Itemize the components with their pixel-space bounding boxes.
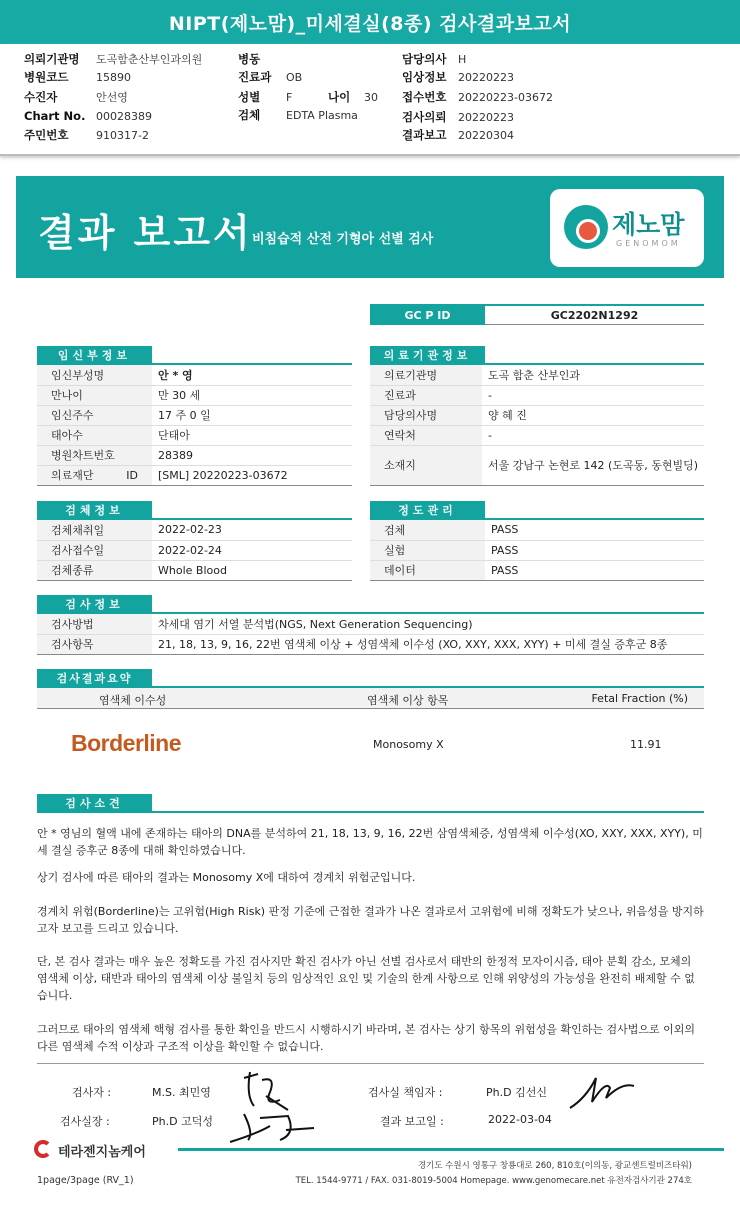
row-value: 17 주 0 일 [152,405,352,425]
table-row [37,465,352,485]
pregnant-info-table [37,365,352,486]
header-field-label: 접수번호 [402,90,447,104]
header-field-label: 진료과 [238,70,272,84]
section-qc-header: 정도관리 [370,501,485,518]
test-info-table [37,614,704,655]
section-summary-header: 검사결과요약 [37,669,152,686]
row-label: 병원차트번호 [37,445,152,465]
finding-paragraph: 상기 검사에 따른 태아의 결과는 Monosomy X에 대하여 경계치 위험군입니다. [37,871,416,884]
table-row [37,520,352,540]
section-test-header: 검사정보 [37,595,152,612]
summary-header-row [37,688,704,709]
header-field-value: 15890 [96,71,131,84]
section-specimen-header: 검체정보 [37,501,152,518]
row-value: 안 * 영 [152,365,352,385]
banner-title: 결과 보고서 [38,211,253,255]
header-field-label: 검체 [238,108,261,122]
table-row [37,365,352,385]
qc-table [370,520,704,581]
row-value: - [482,425,704,445]
header-field-label: 검사의뢰 [402,110,447,124]
header-field [402,109,514,125]
header-field [402,51,466,67]
finding-paragraph: 경계치 위험(Borderline)는 고위험(High Risk) 판정 기준에 근접한 결과가 나온 결과로서 고위험에 비해 정확도가 낮으나, 위음성을 방지하고자 보고를 드리고 있습니다. [37,905,704,935]
row-label: 검사방법 [37,614,152,634]
report-date: 2022-03-04 [488,1113,552,1126]
row-value: Whole Blood [152,560,352,580]
header-field-value: 안선영 [96,91,128,104]
row-label: 검사항목 [37,634,152,654]
summary-item: Monosomy X [373,738,444,751]
row-value: PASS [485,560,704,580]
table-row [37,614,704,634]
order-header [0,44,740,156]
header-field [402,89,553,105]
company-name: 테라젠지놈케어 [58,1145,146,1160]
row-value: 2022-02-24 [152,540,352,560]
header-field [24,127,149,143]
head-name: Ph.D 고덕성 [152,1115,213,1128]
footer-address: 경기도 수원시 영통구 창룡대로 260, 810호(이의동, 광교센트럴비즈타워) [417,1161,692,1171]
header-field [238,89,292,105]
chief-label: 검사실 책임자 : [368,1086,443,1099]
table-row [370,385,704,405]
footer-rule [178,1148,724,1151]
row-value: 단태아 [152,425,352,445]
age-field: 나이 30 [328,90,378,104]
row-value: 21, 18, 13, 9, 16, 22번 염색체 이상 + 성염색체 이수성 (XO, XXY, XXX, XYY) + 미세 결실 증후군 8종 [152,634,704,654]
row-value: 차세대 염기 서열 분석법(NGS, Next Generation Sequencing) [152,614,704,634]
table-row [370,540,704,560]
table-row [37,425,352,445]
row-value: 만 30 세 [152,385,352,405]
table-row [370,365,704,385]
summary-col-item: 염색체 이상 항목 [367,694,449,707]
header-field-label: 주민번호 [24,128,69,142]
row-label: 만나이 [37,385,152,405]
section-pregnant-header: 임신부정보 [37,346,152,363]
table-row [37,385,352,405]
head-label: 검사실장 : [60,1115,110,1128]
header-field-label: 담당의사 [402,52,447,66]
row-value: - [482,385,704,405]
header-field-label: 결과보고 [402,128,447,142]
header-field [24,109,152,123]
header-field-label: 수진자 [24,90,58,104]
banner-subtitle: 비침습적 산전 기형아 선별 검사 [252,232,434,247]
chief-name: Ph.D 김선신 [486,1086,547,1099]
row-value: 양 혜 진 [482,405,704,425]
row-label: 검체종류 [37,560,152,580]
table-row [370,425,704,445]
summary-col-ff: Fetal Fraction (%) [591,692,688,705]
header-field-label: 성별 [238,90,261,104]
header-field [402,69,514,85]
tester-name: M.S. 최민영 [152,1086,211,1099]
table-row [370,560,704,580]
header-field-value: 20220223 [458,71,514,84]
row-label: 임신주수 [37,405,152,425]
header-field [402,127,514,143]
header-field-value: F [286,91,293,104]
summary-result: Borderline [71,730,182,756]
row-value: 서울 강남구 논현로 142 (도곡동, 동현빌딩) [482,445,704,485]
head-signature-icon [226,1104,318,1146]
table-row [370,405,704,425]
row-value: 2022-02-23 [152,520,352,540]
row-label: 실험 [370,540,485,560]
summary-col-aneuploidy: 염색체 이수성 [99,694,167,707]
table-row [370,445,704,485]
report-date-label: 결과 보고일 : [380,1115,444,1128]
row-label: 태아수 [37,425,152,445]
table-row [37,445,352,465]
header-field-label: 임상정보 [402,70,447,84]
row-label: 검체채취일 [37,520,152,540]
row-label: 임신부성명 [37,365,152,385]
gcpid-value: GC2202N1292 [550,309,639,322]
specimen-info-table [37,520,352,581]
header-field-value: 20220223 [458,111,514,124]
header-field [238,107,358,123]
header-field [24,69,131,85]
header-field [24,51,202,67]
header-field [24,89,128,105]
header-field-value: EDTA Plasma [286,109,358,122]
company-logo-icon [34,1140,52,1158]
row-label: 소재지 [370,445,482,485]
row-label: 의료재단 ID [37,465,152,485]
page-number: 1page/3page (RV_1) [37,1175,134,1186]
header-field-value: 도곡함춘산부인과의원 [96,53,203,66]
gcpid-box [370,304,704,325]
header-field [238,51,286,67]
row-value: PASS [485,520,704,540]
header-field-label: 병동 [238,52,261,66]
summary-ff: 11.91 [630,738,662,751]
header-field-value: 00028389 [96,110,152,123]
header-field-value: OB [286,71,303,84]
header-field-value: 20220304 [458,129,514,142]
footer-contact: TEL. 1544-9771 / FAX. 031-8019-5004 Homepage. www.genomecare.net 유전자검사기관 274호 [295,1176,692,1186]
genomom-logo [550,189,704,267]
report-title: NIPT(제노맘)_미세결실(8종) 검사결과보고서 [0,0,740,44]
row-label: 연락처 [370,425,482,445]
row-label: 검체 [370,520,485,540]
row-value: 28389 [152,445,352,465]
row-label: 담당의사명 [370,405,482,425]
table-row [37,405,352,425]
table-row [37,560,352,580]
result-banner [16,176,724,278]
row-label: 검사접수일 [37,540,152,560]
header-field-value: H [458,53,467,66]
section-findings-header: 검사소견 [37,794,152,811]
table-row [37,634,704,654]
header-field-label: 의뢰기관명 [24,52,80,66]
logo-name: 제노맘 [612,210,685,239]
row-value: [SML] 20220223-03672 [152,465,352,485]
hospital-info-table [370,365,704,486]
header-field-value: 20220223-03672 [458,91,553,104]
row-label: 데이터 [370,560,485,580]
row-value: 도곡 함춘 산부인과 [482,365,704,385]
row-label: 진료과 [370,385,482,405]
genomom-logo-icon [564,205,608,249]
row-value: PASS [485,540,704,560]
header-field-value: 910317-2 [96,129,149,142]
finding-paragraph: 단, 본 검사 결과는 매우 높은 정확도를 가진 검사지만 확진 검사가 아닌 선별 검사로서 태반의 한정적 모자이시즘, 태아 분획 감소, 모체의 염색체 이상, 태반과 태아의 염색체 이상 불일치 등의 임상적인 요인 및 기술의 한계 사항으로 인해 위양성의 가능성을 완전히 배제할 수 없습니다. [37,955,695,1002]
row-label: 의료기관명 [370,365,482,385]
header-field-label: Chart No. [24,109,86,123]
section-hospital-header: 의료기관정보 [370,346,485,363]
header-field [238,69,302,85]
table-row [37,540,352,560]
table-row [370,520,704,540]
gcpid-label: GC P ID [370,306,485,325]
finding-paragraph: 그러므로 태아의 염색체 핵형 검사를 통한 확인을 반드시 시행하시기 바라며, 본 검사는 상기 항목의 위험성을 확인하는 검사법으로 이외의 다른 염색체 수적 이상과 구조적 이상을 확인할 수 없습니다. [37,1023,695,1053]
header-field-label: 병원코드 [24,70,69,84]
logo-english: GENOMOM [616,239,681,248]
tester-label: 검사자 : [72,1086,112,1099]
finding-paragraph: 안 * 영님의 혈액 내에 존재하는 태아의 DNA를 분석하여 21, 18, 13, 9, 16, 22번 삼염색체증, 성염색체 이수성(XO, XXY, XXX, XYY), 미세 결실 증후군 8종에 대해 확인하였습니다. [37,827,703,857]
chief-signature-icon [566,1068,638,1112]
